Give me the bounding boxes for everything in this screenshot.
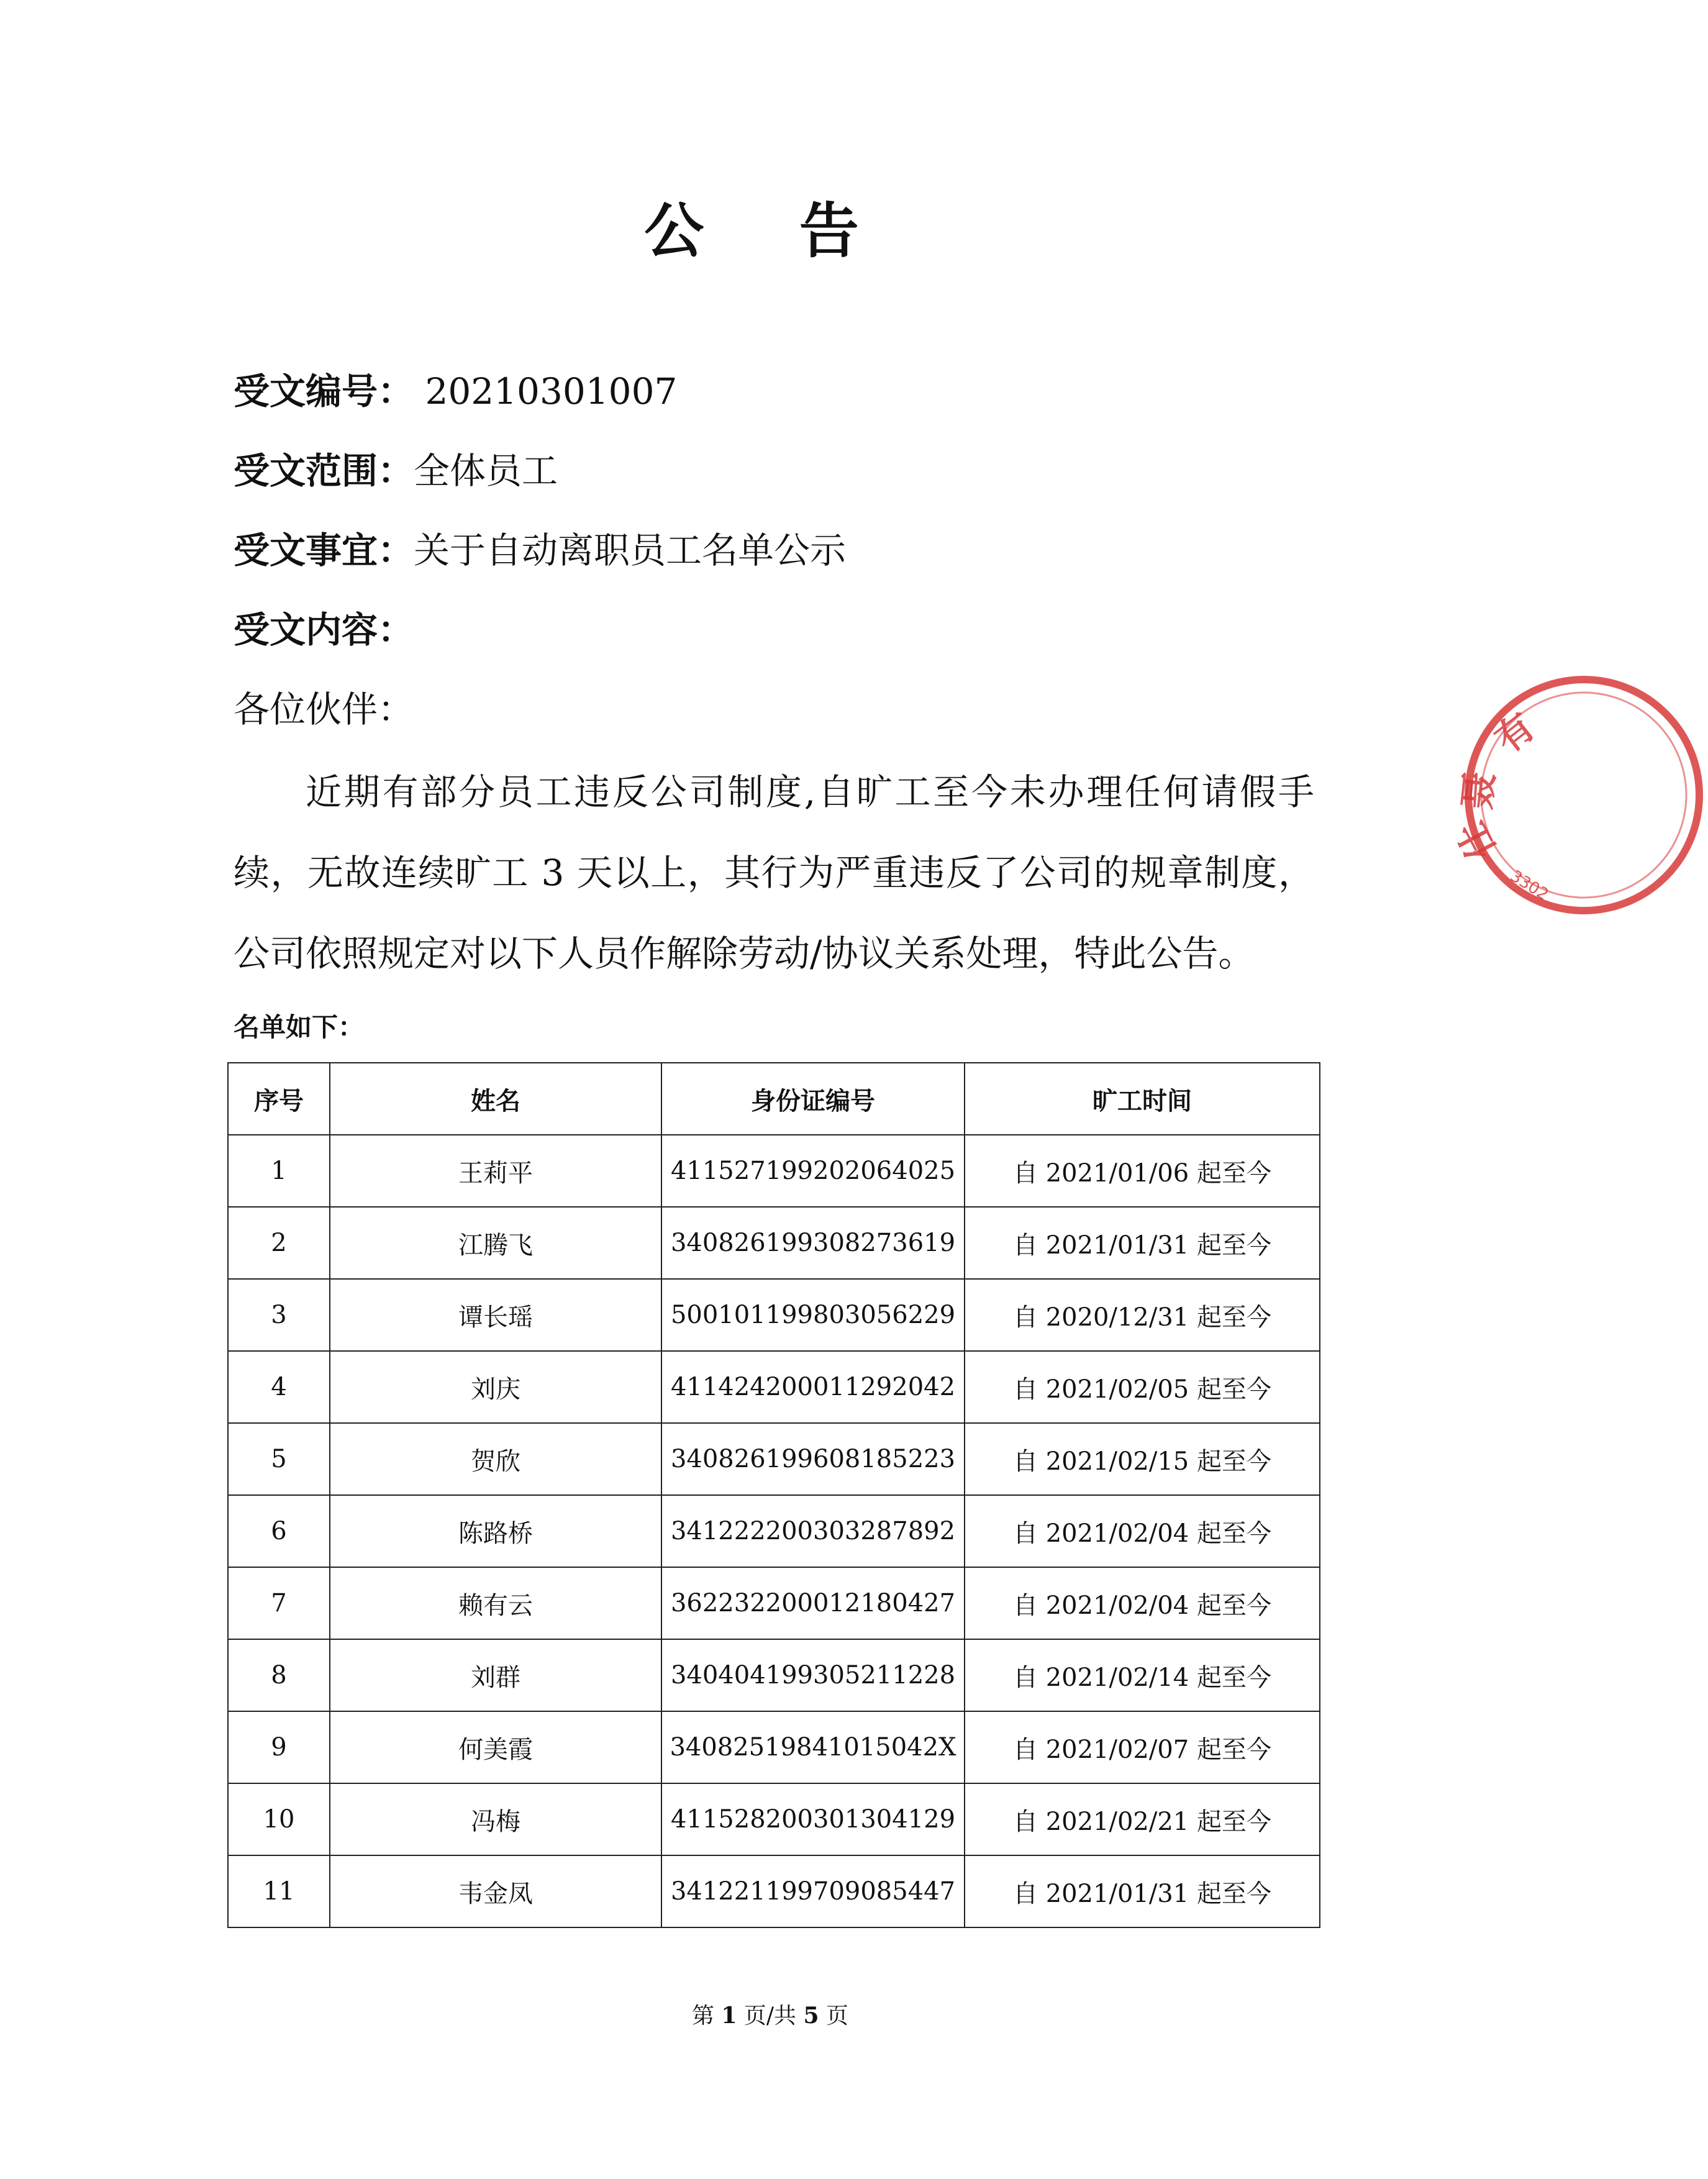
cell-name: 刘群 — [330, 1639, 661, 1711]
page-title: 公 告 — [644, 196, 896, 266]
subject-value: 关于自动离职员工名单公示 — [414, 529, 847, 571]
header-name: 姓名 — [330, 1063, 661, 1135]
table-row — [228, 1855, 1320, 1927]
cell-id-number: 362232200012180427 — [661, 1567, 965, 1639]
cell-id-number: 341222200303287892 — [661, 1495, 965, 1567]
table-row — [228, 1351, 1320, 1423]
company-seal-stamp — [1449, 671, 1708, 919]
table-row — [228, 1495, 1320, 1567]
doc-number-label: 受文编号： — [234, 370, 414, 412]
cell-name: 韦金凤 — [330, 1855, 661, 1927]
cell-seq: 8 — [228, 1639, 330, 1711]
table-header-row — [228, 1063, 1320, 1135]
cell-seq: 6 — [228, 1495, 330, 1567]
cell-absence-time: 自 2021/01/06 起至今 — [965, 1135, 1320, 1207]
cell-name: 冯梅 — [330, 1783, 661, 1855]
cell-name: 江腾飞 — [330, 1207, 661, 1279]
list-heading: 名单如下： — [234, 1012, 365, 1042]
footer-suffix: 页 — [819, 2003, 849, 2029]
cell-id-number: 411424200011292042 — [661, 1351, 965, 1423]
seal-char-1: 有 — [1487, 704, 1543, 762]
subject-line — [234, 525, 846, 575]
cell-seq: 9 — [228, 1711, 330, 1783]
table-row — [228, 1135, 1320, 1207]
table-row — [228, 1423, 1320, 1495]
footer-total-pages: 5 — [803, 2003, 819, 2029]
cell-name: 陈路桥 — [330, 1495, 661, 1567]
cell-seq: 4 — [228, 1351, 330, 1423]
table-row — [228, 1639, 1320, 1711]
cell-absence-time: 自 2021/02/15 起至今 — [965, 1423, 1320, 1495]
table-row — [228, 1711, 1320, 1783]
cell-id-number: 411527199202064025 — [661, 1135, 965, 1207]
header-seq: 序号 — [228, 1063, 330, 1135]
cell-name: 贺欣 — [330, 1423, 661, 1495]
seal-code: 3302 — [1507, 867, 1552, 905]
content-label: 受文内容： — [234, 609, 414, 651]
footer-prefix: 第 — [691, 2003, 722, 2029]
cell-id-number: 341221199709085447 — [661, 1855, 965, 1927]
scope-line — [234, 446, 558, 496]
cell-absence-time: 自 2021/02/04 起至今 — [965, 1495, 1320, 1567]
seal-char-2: 聂 — [1455, 770, 1503, 812]
cell-absence-time: 自 2020/12/31 起至今 — [965, 1279, 1320, 1351]
seal-char-3: 仕 — [1449, 813, 1506, 867]
subject-label: 受文事宜： — [234, 529, 414, 571]
footer-middle: 页/共 — [737, 2003, 804, 2029]
seal-outer-ring — [1468, 680, 1699, 911]
scope-value: 全体员工 — [414, 450, 558, 492]
cell-id-number: 34082519841015042X — [661, 1711, 965, 1783]
dismissal-table — [227, 1062, 1320, 1928]
header-id-number: 身份证编号 — [661, 1063, 965, 1135]
cell-absence-time: 自 2021/01/31 起至今 — [965, 1855, 1320, 1927]
cell-absence-time: 自 2021/02/21 起至今 — [965, 1783, 1320, 1855]
header-absence-time: 旷工时间 — [965, 1063, 1320, 1135]
cell-seq: 7 — [228, 1567, 330, 1639]
cell-name: 王莉平 — [330, 1135, 661, 1207]
cell-seq: 10 — [228, 1783, 330, 1855]
cell-absence-time: 自 2021/02/05 起至今 — [965, 1351, 1320, 1423]
cell-absence-time: 自 2021/02/04 起至今 — [965, 1567, 1320, 1639]
doc-number-line — [234, 366, 677, 416]
cell-seq: 3 — [228, 1279, 330, 1351]
table-row — [228, 1567, 1320, 1639]
cell-id-number: 411528200301304129 — [661, 1783, 965, 1855]
cell-name: 赖有云 — [330, 1567, 661, 1639]
table-row — [228, 1783, 1320, 1855]
cell-absence-time: 自 2021/02/07 起至今 — [965, 1711, 1320, 1783]
cell-name: 何美霞 — [330, 1711, 661, 1783]
table-row — [228, 1279, 1320, 1351]
cell-absence-time: 自 2021/02/14 起至今 — [965, 1639, 1320, 1711]
cell-id-number: 340826199308273619 — [661, 1207, 965, 1279]
cell-seq: 2 — [228, 1207, 330, 1279]
table-row — [228, 1207, 1320, 1279]
cell-id-number: 340826199608185223 — [661, 1423, 965, 1495]
cell-name: 谭长瑶 — [330, 1279, 661, 1351]
content-line — [234, 605, 414, 655]
page-footer — [0, 2000, 1540, 2032]
greeting: 各位伙伴： — [234, 688, 414, 730]
doc-number-value: 20210301007 — [414, 370, 678, 412]
cell-id-number: 500101199803056229 — [661, 1279, 965, 1351]
cell-absence-time: 自 2021/01/31 起至今 — [965, 1207, 1320, 1279]
scope-label: 受文范围： — [234, 450, 414, 492]
cell-id-number: 340404199305211228 — [661, 1639, 965, 1711]
cell-seq: 5 — [228, 1423, 330, 1495]
notice-body: 近期有部分员工违反公司制度,自旷工至今未办理任何请假手续，无故连续旷工 3 天以上，其行为严重违反了公司的规章制度，公司依照规定对以下人员作解除劳动/协议关系处理，特此公告。 — [234, 771, 1314, 975]
cell-seq: 11 — [228, 1855, 330, 1927]
footer-current-page: 1 — [721, 2003, 737, 2029]
cell-name: 刘庆 — [330, 1351, 661, 1423]
cell-seq: 1 — [228, 1135, 330, 1207]
